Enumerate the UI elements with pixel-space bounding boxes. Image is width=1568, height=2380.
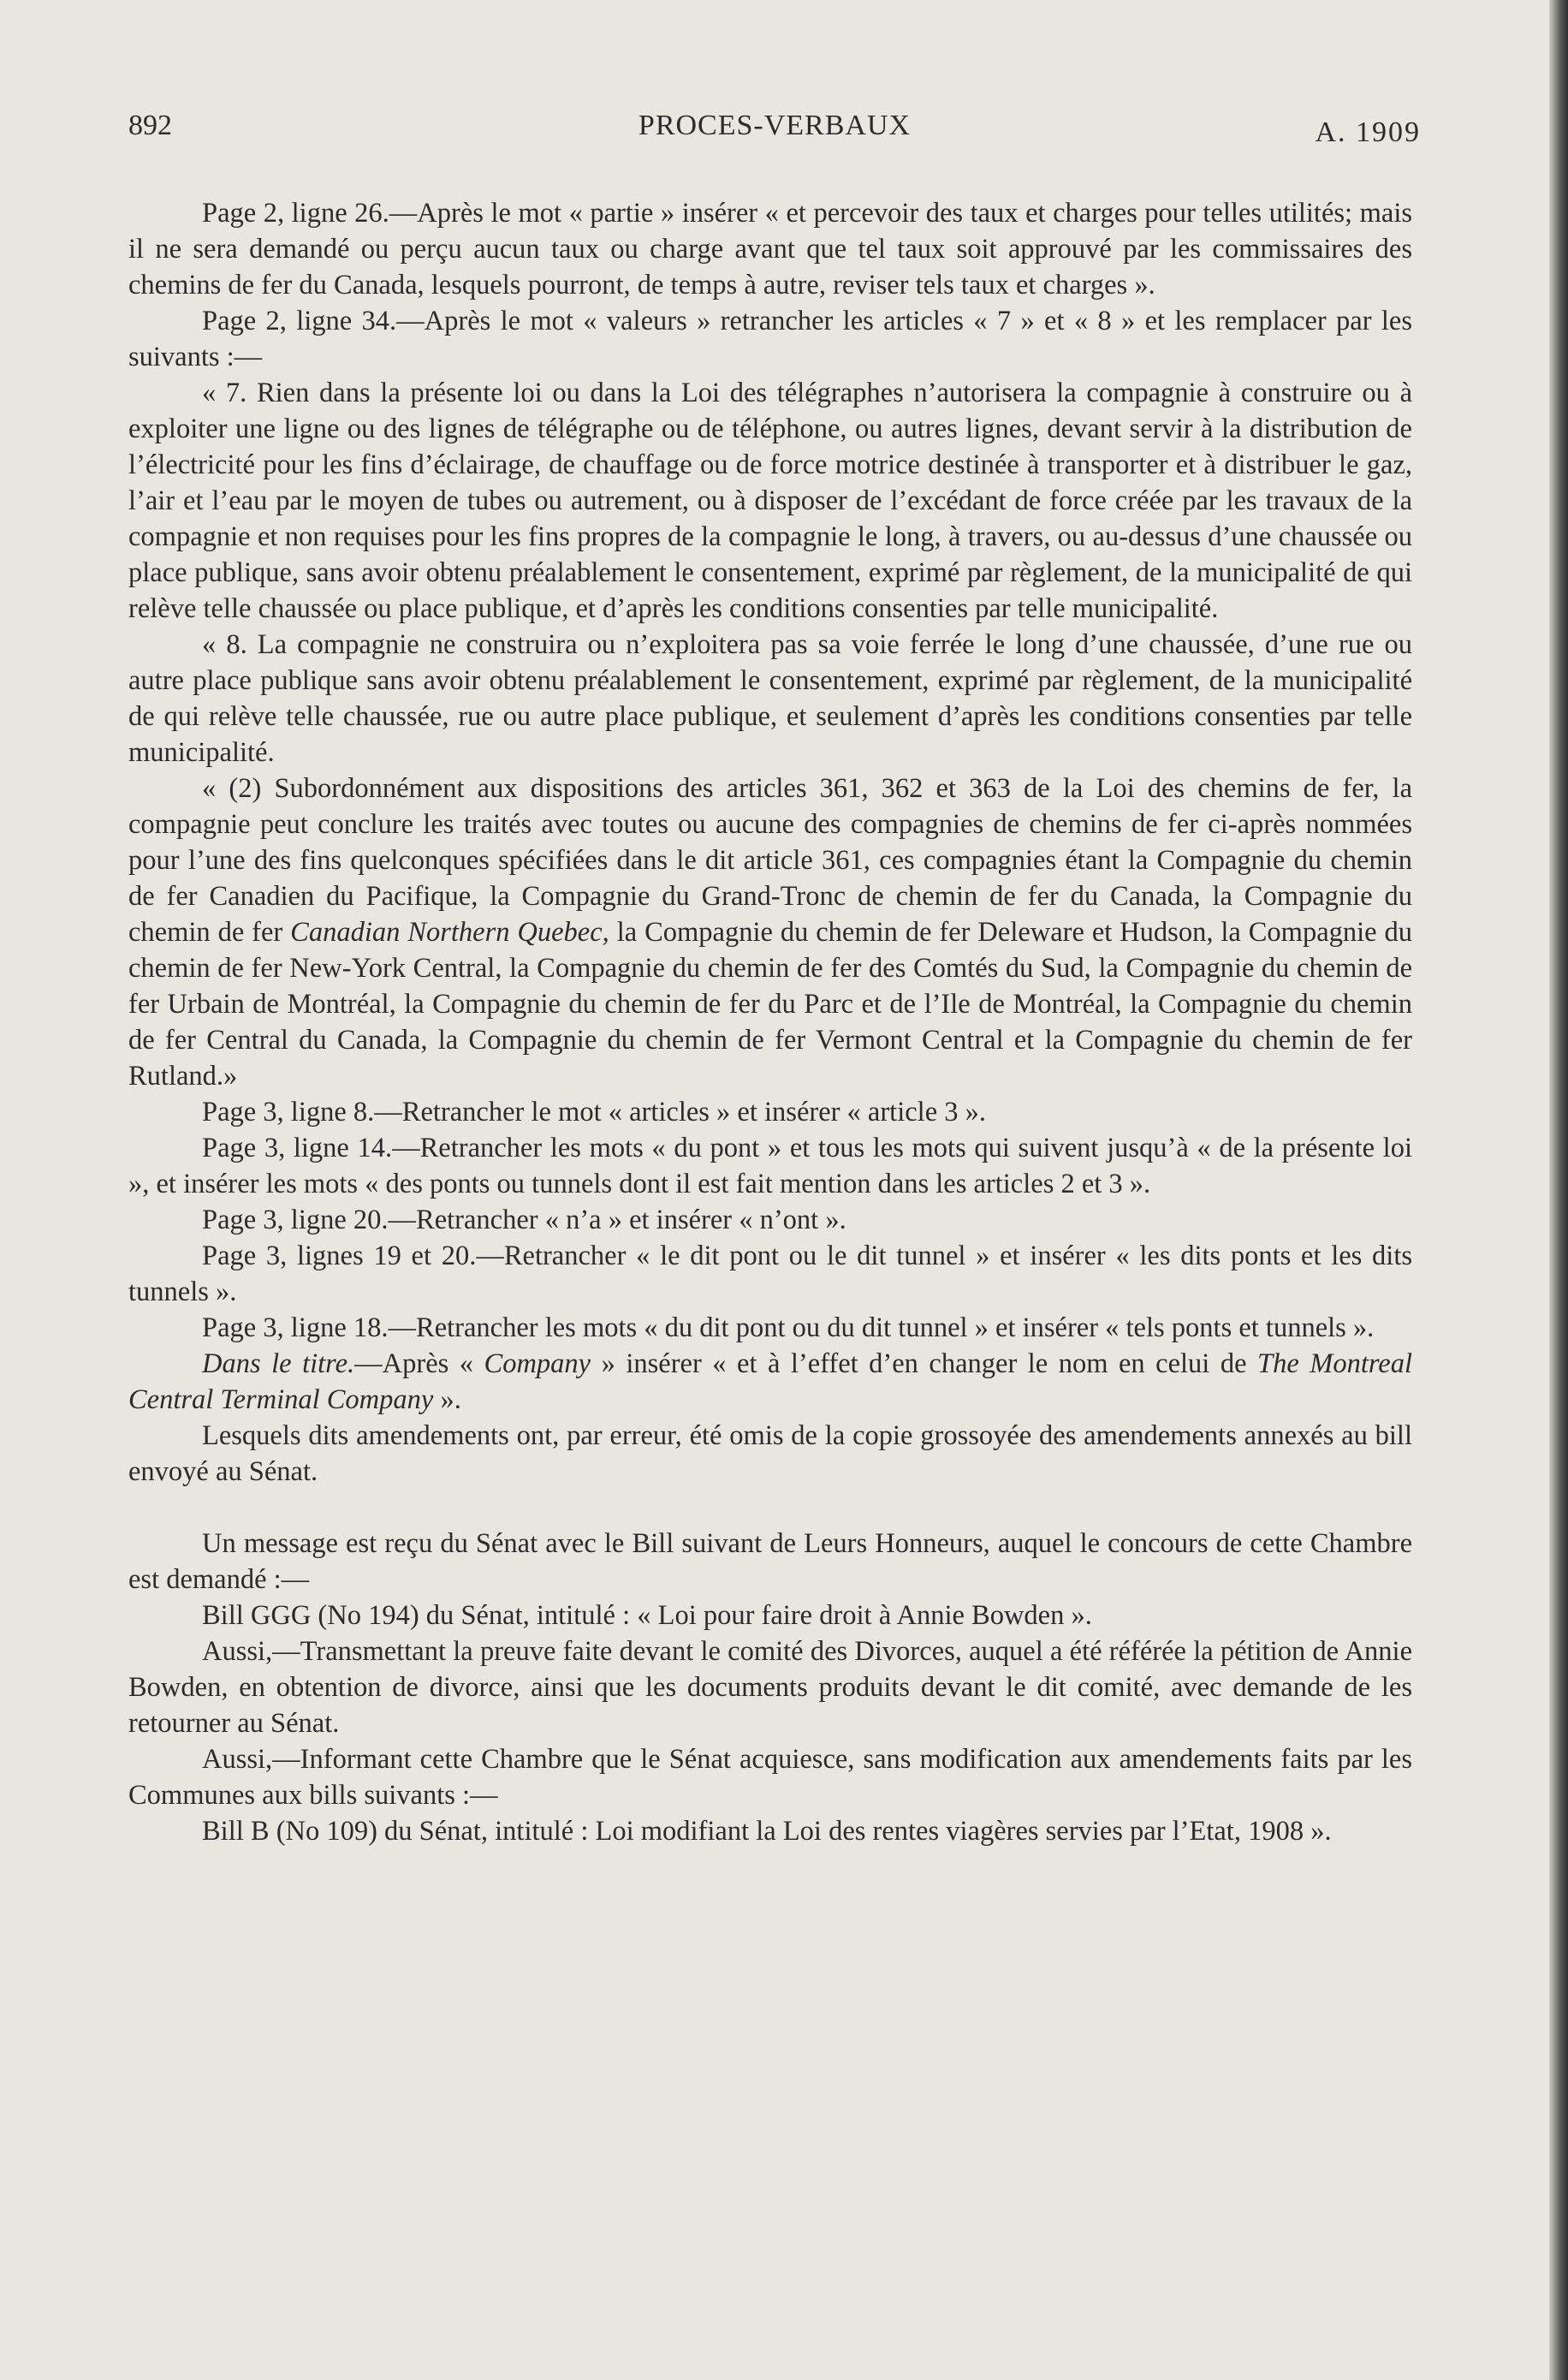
paragraph-bill-b: Bill B (No 109) du Sénat, intitulé : Loi modifiant la Loi des rentes viagères servies par l’Etat, 1908 ». xyxy=(202,1816,1332,1847)
italic-company-name: Canadian Northern Quebec, xyxy=(290,917,609,948)
text-segment: » insérer « et à l’effet d’en changer le nom en celui de xyxy=(591,1348,1258,1379)
italic-company: Company xyxy=(484,1348,591,1379)
paragraph-message-senat: Un message est reçu du Sénat avec le Bill suivant de Leurs Honneurs, auquel le concours de cette Chambre est demandé :— xyxy=(128,1528,1412,1595)
paragraph-titre xyxy=(128,1346,1412,1418)
paragraph-page3-ligne8: Page 3, ligne 8.—Retrancher le mot « articles » et insérer « article 3 ». xyxy=(202,1097,986,1128)
paragraph-page3-ligne18: Page 3, ligne 18.—Retrancher les mots « du dit pont ou du dit tunnel » et insérer « tels ponts et tunnels ». xyxy=(202,1312,1375,1343)
paragraph-article-7: « 7. Rien dans la présente loi ou dans la Loi des télégraphes n’autorisera la compagnie à construire ou à exploiter une ligne ou des lignes de télégraphe ou de téléphone, ou autres lignes, devant servir à la distribution de l’électricité pour les fins d’éclairage, de chauffage ou de force motrice destinée à transporter et à distribuer le gaz, l’air et l’eau par le moyen de tubes ou autrement, ou à disposer de l’excédant de force créée par les travaux de la compagnie et non requises pour les fins propres de la compagnie le long, à travers, ou au-dessus d’une chaussée ou place publique, sans avoir obtenu préalablement le consentement, exprimé par règlement, de la municipalité de qui relève telle chaussée ou place publique, et d’après les conditions consenties par telle municipalité. xyxy=(128,378,1412,624)
paragraph-page2-ligne26: Page 2, ligne 26.—Après le mot « partie » insérer « et percevoir des taux et charges pour telles utilités; mais il ne sera demandé ou perçu aucun taux ou charge avant que tel taux soit approuvé par les commissaires des chemins de fer du Canada, lesquels pourront, de temps à autre, reviser tels taux et charges ». xyxy=(128,198,1412,300)
paragraph-aussi-preuve: Aussi,—Transmettant la preuve faite devant le comité des Divorces, auquel a été référée la pétition de Annie Bowden, en obtention de divorce, ainsi que les documents produits devant le dit comité, avec demande de les retourner au Sénat. xyxy=(128,1636,1412,1739)
italic-terminal-company: The Montreal Central Terminal Company xyxy=(128,1348,1413,1415)
paragraph-amendements-omis: Lesquels dits amendements ont, par erreur, été omis de la copie grossoyée des amendements annexés au bill envoyé au Sénat. xyxy=(128,1420,1412,1487)
paragraph-page3-lignes19-20: Page 3, lignes 19 et 20.—Retrancher « le dit pont ou le dit tunnel » et insérer « les dits ponts et les dits tunnels ». xyxy=(128,1241,1412,1307)
page-number: 892 xyxy=(128,110,172,141)
body-text xyxy=(128,195,1412,1849)
italic-dans-le-titre: Dans le titre. xyxy=(202,1348,355,1379)
text-segment: —Après « xyxy=(354,1348,484,1379)
text-segment: la Compagnie du chemin de fer Deleware et Hudson, la Compagnie du chemin de fer New-York Central, la Compagnie du chemin de fer des Comtés du Sud, la Compagnie du chemin de fer Urbain de Montréal, la Compagnie du chemin de fer du Parc et de l’Ile de Montréal, la Compagnie du chemin de fer Central du Canada, la Compagnie du chemin de fer Vermont Central et la Compagnie du chemin de fer Rutland.» xyxy=(128,917,1412,1092)
paragraph-page3-ligne20: Page 3, ligne 20.—Retrancher « n’a » et insérer « n’ont ». xyxy=(202,1205,846,1235)
paragraph-aussi-informant: Aussi,—Informant cette Chambre que le Sénat acquiesce, sans modification aux amendements faits par les Communes aux bills suivants :— xyxy=(128,1744,1412,1811)
text-segment: ». xyxy=(433,1384,461,1415)
paragraph-article-8: « 8. La compagnie ne construira ou n’exploitera pas sa voie ferrée le long d’une chaussée, d’une rue ou autre place publique sans avoir obtenu préalablement le consentement, exprimé par règlement, de la municipalité de qui relève telle chaussée, rue ou autre place publique, et seulement d’après les conditions consenties par telle municipalité. xyxy=(128,629,1412,768)
paragraph-page2-ligne34: Page 2, ligne 34.—Après le mot « valeurs » retrancher les articles « 7 » et « 8 » et les remplacer par les suivants :— xyxy=(128,306,1412,372)
paragraph-page3-ligne14: Page 3, ligne 14.—Retrancher les mots « du pont » et tous les mots qui suivent jusqu’à « de la présente loi », et insérer les mots « des ponts ou tunnels dont il est fait mention dans les articles 2 et 3 ». xyxy=(128,1133,1412,1199)
session-year: A. 1909 xyxy=(1315,116,1421,148)
paragraph-bill-ggg: Bill GGG (No 194) du Sénat, intitulé : « Loi pour faire droit à Annie Bowden ». xyxy=(202,1600,1092,1631)
page-header xyxy=(128,110,1421,152)
text-segment: « (2) Subordonnément aux dispositions des articles 361, 362 et 363 de la Loi des chemins de fer, la compagnie peut conclure les traités avec toutes ou aucune des compagnies de chemins de fer ci-après nommées pour l’une des fins quelconques spécifiées dans le dit article 361, ces compagnies étant la Compagnie du chemin de fer Canadien du Pacifique, la Compagnie du Grand-Tronc de chemin de fer du Canada, la Compagnie du chemin de fer xyxy=(128,773,1412,948)
paragraph-subsection-2 xyxy=(128,771,1412,1094)
page-edge-shadow xyxy=(1549,0,1568,2380)
running-title: PROCES-VERBAUX xyxy=(638,110,912,141)
